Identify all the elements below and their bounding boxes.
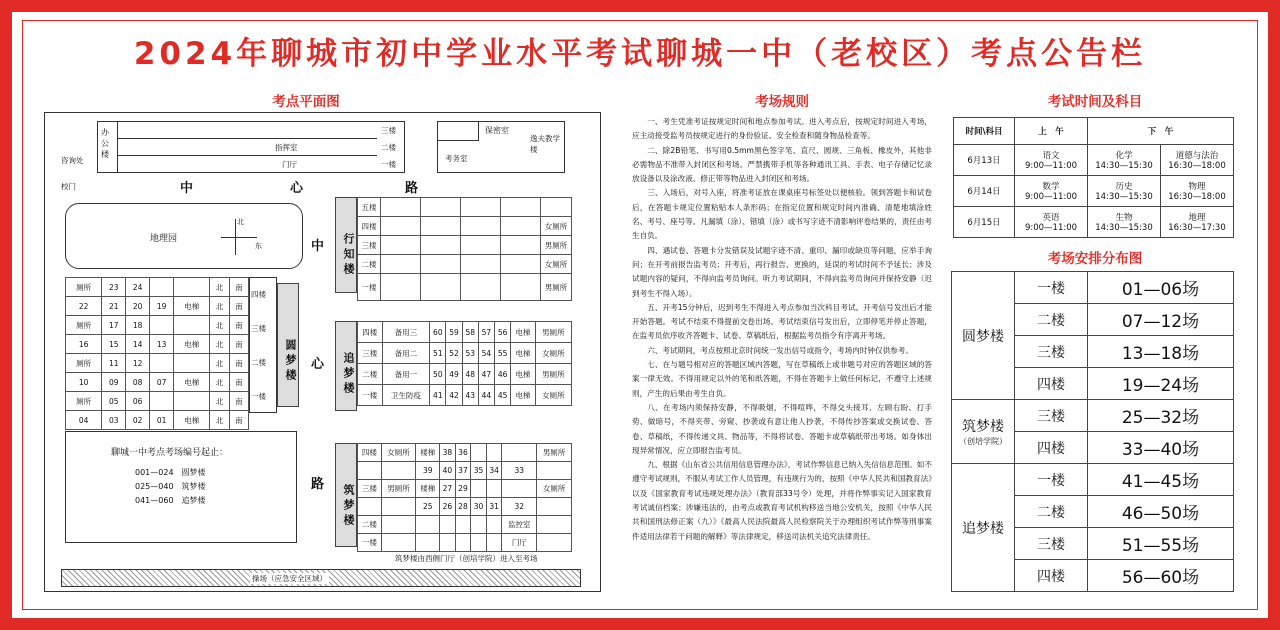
zhumeng-note: 筑梦楼由西侧门厅（创培学院）进入至考场: [395, 554, 538, 563]
room-cell: 29: [455, 480, 471, 498]
subject-name: 化学: [1115, 151, 1133, 161]
room-cell: [381, 516, 416, 534]
exam-subject-cell: [1161, 145, 1234, 176]
compass-east: 东: [255, 242, 262, 250]
distribution-rooms: 19—24场: [1088, 368, 1234, 400]
zhuimeng-building: [357, 321, 572, 406]
road-center-3: 路: [405, 181, 419, 196]
distribution-rooms: 33—40场: [1088, 432, 1234, 464]
room-cell: 女厕所: [381, 444, 416, 462]
road-center-1: 中: [180, 181, 194, 196]
room-cell: 备用一: [382, 364, 430, 385]
exam-subject-cell: [1015, 176, 1088, 207]
room-cell: [416, 534, 440, 552]
room-cell: 38: [440, 444, 456, 462]
room-cell: 男厕所: [537, 444, 572, 462]
room-cell: 37: [455, 462, 471, 480]
room-cell: 16: [66, 335, 102, 354]
exam-rules: [632, 115, 932, 605]
room-cell: [502, 480, 537, 498]
room-cell: 11: [102, 354, 126, 373]
room-cell: [174, 392, 210, 411]
room-cell: 32: [502, 498, 537, 516]
room-cell: [150, 354, 174, 373]
floor-plan: 办公楼 三楼 二楼 一楼 指挥室 门厅 保密室 逸夫教学楼 考务室 咨询处 校门 中 心 路 中 心 路 地理园 北 东 行知楼 五楼 四楼 女厕所 三楼 男厕所 二楼 女厕所 一楼 男厕所 厕所 23 24 北 南 22 21 20 19 电梯 北 南 厕所 17 18 北 南 16 15 14 13 电梯 北 南 厕所 11 12 北 南 10 09 08 07 电梯 北 南 厕所 05 06 北 南 04 03 02 01 电梯 北 南 四楼 三楼 二楼 一楼 圆梦楼 追梦楼 四楼 备用三 60 59 58 57 56 电梯 男厕所 三楼 备用二 51 52 53 54 55 电梯 女厕所 二楼 备用一 50 49 48 47 46 电梯 男厕所 一楼 卫生防疫 41 42 43 44 45 电梯 女厕所 筑梦楼 四楼 女厕所 楼梯 38 36 男厕所 39 40 37 35 34 33 三楼 男厕所 楼梯 27 29 女厕所 25 26 28 30 31 32 二楼 监控室 一楼 门厅 筑梦楼由西侧门厅（创培学院）进入至考场 聊城一中考点考场编号起止： 001—024 圆梦楼 025—040 筑梦楼 041—060 追梦楼 操场（应急安全区域）: [44, 112, 601, 592]
room-cell: [440, 516, 456, 534]
road-center-2: 心: [290, 181, 304, 196]
distribution-rooms: 51—55场: [1088, 528, 1234, 560]
zhumeng-building: [357, 443, 572, 552]
room-distribution: [951, 271, 1234, 592]
distribution-floor: 四楼: [1015, 368, 1088, 400]
room-cell: 06: [126, 392, 150, 411]
rule-paragraph: 一、考生凭准考证按规定时间和地点参加考试。进入考点后，按规定时间进入考场，应主动接受监考员按规定进行的身份验证、安全检查和随身物品检查等。: [632, 117, 932, 141]
room-cell: 北: [210, 316, 229, 335]
exam-subject-cell: [1161, 176, 1234, 207]
room-cell: 南: [229, 335, 248, 354]
room-cell: 55: [495, 343, 511, 364]
room-cell: [358, 462, 382, 480]
room-cell: [471, 534, 487, 552]
subject-name: 语文: [1042, 151, 1060, 161]
room-cell: 女厕所: [535, 343, 571, 364]
room-cell: 四楼: [358, 444, 382, 462]
office-floor-1: 一楼: [381, 160, 396, 169]
room-cell: [471, 516, 487, 534]
distribution-floor: 三楼: [1015, 528, 1088, 560]
consult-desk: 咨询处: [61, 156, 84, 165]
room-cell: 电梯: [511, 364, 536, 385]
room-cell: 49: [446, 364, 462, 385]
room-cell: 18: [126, 316, 150, 335]
room-cell: 50: [430, 364, 446, 385]
rule-paragraph: 三、入场后，对号入座，将准考证放在课桌座号标签处以便核验。领到答题卡和试卷后，在答题卡规定位置粘贴本人条形码；在指定位置和规定时间内准确、清楚地填涂姓名、考号、座号等。凡漏填（涂）、错填（涂）或书写字迹不清影响评卷结果的，责任由考生自负。: [632, 188, 932, 241]
room-cell: 厕所: [66, 392, 102, 411]
room-cell: 19: [150, 297, 174, 316]
room-cell: 北: [210, 373, 229, 392]
distribution-floor: 四楼: [1015, 560, 1088, 592]
room-cell: 31: [486, 498, 502, 516]
room-cell: 二楼: [358, 364, 383, 385]
room-cell: 51: [430, 343, 446, 364]
room-cell: [471, 444, 487, 462]
room-cell: 电梯: [174, 373, 210, 392]
room-cell: 一楼: [358, 385, 383, 406]
room-cell: 南: [229, 278, 248, 297]
subject-name: 物理: [1188, 182, 1206, 192]
room-cell: [486, 516, 502, 534]
room-cell: 备用三: [382, 322, 430, 343]
building-name: 追梦楼: [962, 520, 1004, 537]
distribution-building: [952, 272, 1015, 400]
room-cell: 10: [66, 373, 102, 392]
subject-name: 地理: [1188, 213, 1206, 223]
distribution-rooms: 25—32场: [1088, 400, 1234, 432]
room-cell: 42: [446, 385, 462, 406]
room-cell: 厕所: [66, 354, 102, 373]
room-cell: 30: [471, 498, 487, 516]
room-cell: 南: [229, 316, 248, 335]
subject-time: 14:30—15:30: [1095, 192, 1153, 202]
room-cell: [486, 480, 502, 498]
rule-paragraph: 六、考试期间，考点按照北京时间统一发出信号或指令，考场内时钟仅供参考。: [647, 345, 913, 355]
room-cell: 厕所: [66, 278, 102, 297]
room-cell: 58: [462, 322, 478, 343]
office-floor-3: 三楼: [381, 126, 396, 135]
room-cell: [150, 392, 174, 411]
room-cell: 电梯: [174, 335, 210, 354]
room-cell: 北: [210, 354, 229, 373]
room-cell: 电梯: [511, 385, 536, 406]
lobby: 门厅: [282, 160, 297, 169]
room-cell: 33: [502, 462, 537, 480]
distribution-building: [952, 400, 1015, 464]
exam-subject-cell: [1015, 207, 1088, 238]
room-cell: [381, 462, 416, 480]
building-name: 筑梦楼: [962, 419, 1004, 435]
road-vert-2: 心: [311, 357, 325, 372]
room-cell: 40: [440, 462, 456, 480]
room-cell: 05: [102, 392, 126, 411]
room-cell: [150, 278, 174, 297]
geography-garden: [65, 203, 303, 269]
room-cell: [537, 534, 572, 552]
playground-label: 操场（应急安全区域）: [252, 574, 327, 583]
rule-paragraph: 七、在与题号相对应的答题区域内答题，写在草稿纸上或非题号对应的答题区域的答案一律无效。不得用规定以外的笔和纸答题，不得在答题卡上做任何标记，不遵守上述规则，产生的后果由考生自负。: [632, 360, 932, 398]
school-gate: 校门: [61, 182, 76, 191]
room-cell: 07: [150, 373, 174, 392]
distribution-floor: 一楼: [1015, 464, 1088, 496]
exam-schedule: 时间\科目 上 午 下 午 6月13日 语文 9:00—11:00 化学 14:30—15:30 道德与法治 16:30—18:00 6月14日 数学 9:00—11:00 历史 14:30—15:30 物理 16:30—18:00 6月15日 英语 9:00—11:00 生物 14:30—15:30 地理 16:30—17:30: [953, 117, 1234, 238]
room-cell: 监控室: [502, 516, 537, 534]
distribution-rooms: 07—12场: [1088, 304, 1234, 336]
distribution-rooms: 01—06场: [1088, 272, 1234, 304]
room-cell: 21: [102, 297, 126, 316]
room-cell: 南: [229, 392, 248, 411]
room-cell: 女厕所: [535, 385, 571, 406]
room-cell: 04: [66, 411, 102, 430]
road-vert-3: 路: [311, 477, 325, 492]
room-cell: 备用二: [382, 343, 430, 364]
exam-date: 6月13日: [954, 145, 1015, 176]
room-cell: 二楼: [358, 516, 382, 534]
room-cell: 45: [495, 385, 511, 406]
distribution-rooms: 41—45场: [1088, 464, 1234, 496]
page-title: 2024年聊城市初中学业水平考试聊城一中（老校区）考点公告栏: [133, 36, 1147, 72]
room-cell: 36: [455, 444, 471, 462]
room-cell: 35: [471, 462, 487, 480]
room-cell: 电梯: [174, 297, 210, 316]
room-cell: 41: [430, 385, 446, 406]
building-name: 圆梦楼: [962, 328, 1004, 345]
exam-subject-cell: [1088, 145, 1161, 176]
room-cell: 北: [210, 392, 229, 411]
room-cell: 48: [462, 364, 478, 385]
rules-title: 考场规则: [755, 94, 809, 110]
room-cell: 47: [478, 364, 494, 385]
room-cell: 57: [478, 322, 494, 343]
subject-time: 16:30—18:00: [1168, 192, 1226, 202]
building-subtitle: （创培学院）: [959, 437, 1007, 446]
room-cell: 26: [440, 498, 456, 516]
yuanmeng-building: [65, 277, 249, 430]
room-cell: 01: [150, 411, 174, 430]
room-cell: 北: [210, 335, 229, 354]
subject-time: 9:00—11:00: [1024, 192, 1078, 202]
exam-affairs-room: 考务室: [445, 154, 468, 163]
room-cell: 楼梯: [416, 480, 440, 498]
room-cell: 60: [430, 322, 446, 343]
room-cell: [502, 444, 537, 462]
room-cell: 59: [446, 322, 462, 343]
distribution-rooms: 46—50场: [1088, 496, 1234, 528]
subject-name: 道德与法治: [1175, 151, 1219, 161]
distribution-floor: 四楼: [1015, 432, 1088, 464]
room-cell: [486, 534, 502, 552]
room-cell: 13: [150, 335, 174, 354]
exam-subject-cell: [1088, 207, 1161, 238]
compass-north: 北: [237, 218, 244, 226]
room-cell: 南: [229, 297, 248, 316]
command-room: 指挥室: [275, 143, 298, 152]
room-cell: [486, 444, 502, 462]
map-title: 考点平面图: [272, 94, 340, 110]
xingzhi-building-label: 行知楼: [335, 197, 357, 293]
room-cell: 02: [126, 411, 150, 430]
room-cell: 28: [455, 498, 471, 516]
room-cell: 电梯: [511, 343, 536, 364]
room-cell: 52: [446, 343, 462, 364]
room-cell: [174, 354, 210, 373]
room-cell: 三楼: [358, 343, 383, 364]
distribution-building: [952, 464, 1015, 592]
room-cell: 43: [462, 385, 478, 406]
office-building-label: 办公楼: [101, 128, 109, 159]
room-cell: 27: [440, 480, 456, 498]
room-cell: 09: [102, 373, 126, 392]
room-cell: 厕所: [66, 316, 102, 335]
room-cell: 电梯: [174, 411, 210, 430]
room-cell: 四楼: [358, 322, 383, 343]
subject-time: 14:30—15:30: [1095, 223, 1153, 233]
room-cell: 23: [102, 278, 126, 297]
room-cell: 22: [66, 297, 102, 316]
distribution-floor: 一楼: [1015, 272, 1088, 304]
rule-paragraph: 四、遇试卷、答题卡分发错误及试题字迹不清、重印、漏印或缺页等问题，应举手询问；在开考前报告监考员；开考后，再行报告、更换的，延误的考试时间不予延长；涉及试题内容的疑问，不得向监考员询问。听力考试期间，不得向监考员询问并保持安静（迟到考生不得入场）。: [632, 245, 932, 298]
room-cell: 25: [416, 498, 440, 516]
room-cell: 44: [478, 385, 494, 406]
room-cell: 电梯: [511, 322, 536, 343]
room-cell: [537, 498, 572, 516]
room-cell: 46: [495, 364, 511, 385]
room-cell: 南: [229, 373, 248, 392]
distribution-title: 考场安排分布图: [1047, 251, 1143, 267]
subject-time: 9:00—11:00: [1024, 223, 1078, 233]
room-cell: [455, 516, 471, 534]
legend-item: 041—060 追梦楼: [135, 496, 206, 505]
security-room: 保密室: [485, 126, 509, 135]
legend-item: 001—024 圆梦楼: [135, 468, 206, 477]
road-vert-1: 中: [311, 239, 325, 254]
room-cell: 14: [126, 335, 150, 354]
room-cell: 北: [210, 411, 229, 430]
room-cell: [471, 480, 487, 498]
subject-name: 生物: [1115, 213, 1133, 223]
room-cell: 53: [462, 343, 478, 364]
room-cell: 男厕所: [535, 364, 571, 385]
room-cell: 南: [229, 411, 248, 430]
zhuimeng-building-label: 追梦楼: [335, 321, 357, 411]
distribution-rooms: 56—60场: [1088, 560, 1234, 592]
subject-time: 16:30—17:30: [1168, 223, 1226, 233]
exam-subject-cell: [1088, 176, 1161, 207]
subject-name: 数学: [1042, 182, 1060, 192]
distribution-floor: 二楼: [1015, 496, 1088, 528]
escape-building: 逸夫教学楼: [530, 134, 560, 154]
room-cell: 三楼: [358, 480, 382, 498]
room-cell: 一楼: [358, 534, 382, 552]
exam-subject-cell: [1015, 145, 1088, 176]
room-cell: 56: [495, 322, 511, 343]
subject-name: 历史: [1115, 182, 1133, 192]
distribution-rooms: 13—18场: [1088, 336, 1234, 368]
room-cell: 男厕所: [381, 480, 416, 498]
subject-name: 英语: [1042, 213, 1060, 223]
distribution-floor: 二楼: [1015, 304, 1088, 336]
room-cell: [358, 498, 382, 516]
room-cell: 北: [210, 278, 229, 297]
xingzhi-building: 五楼 四楼 女厕所 三楼 男厕所 二楼 女厕所 一楼 男厕所: [357, 197, 572, 301]
room-cell: [174, 278, 210, 297]
yuanmeng-building-label: 圆梦楼: [277, 283, 299, 407]
rule-paragraph: 五、开考15分钟后，迟到考生不得进入考点参加当次科目考试。开考信号发出后才能开始答题。考试不结束不得提前交卷出场。考试结束信号发出后，立即停笔并停止答题，在监考员依序收齐答题卡、试卷、草稿纸后，根据监考员指令有序离开考场。: [632, 302, 932, 341]
office-floor-2: 二楼: [381, 143, 396, 152]
room-cell: [150, 316, 174, 335]
distribution-floor: 三楼: [1015, 400, 1088, 432]
room-cell: [174, 316, 210, 335]
room-cell: 34: [486, 462, 502, 480]
room-cell: 39: [416, 462, 440, 480]
room-cell: [440, 534, 456, 552]
exam-date: 6月15日: [954, 207, 1015, 238]
room-cell: 03: [102, 411, 126, 430]
distribution-floor: 三楼: [1015, 336, 1088, 368]
room-cell: 门厅: [502, 534, 537, 552]
exam-subject-cell: [1161, 207, 1234, 238]
room-cell: [416, 516, 440, 534]
subject-time: 14:30—15:30: [1095, 161, 1153, 171]
room-cell: 54: [478, 343, 494, 364]
room-cell: 南: [229, 354, 248, 373]
zhumeng-building-label: 筑梦楼: [335, 443, 357, 547]
room-cell: 卫生防疫: [382, 385, 430, 406]
room-cell: 女厕所: [537, 480, 572, 498]
legend-item: 025—040 筑梦楼: [135, 482, 206, 491]
schedule-title: 考试时间及科目: [1047, 94, 1143, 110]
room-cell: 男厕所: [535, 322, 571, 343]
rule-paragraph: 九、根据《山东省公共信用信息管理办法》，考试作弊信息已纳入失信信息范围。如不遵守考试规则，不服从考试工作人员管理，有违规行为的，按照《中华人民共和国教育法》以及《国家教育考试违规处理办法》（教育部33号令）处理，并将作弊事实记入国家教育考试诚信档案；涉嫌违法的，由考点或教育考试机构移送当地公安机关，按照《中华人民共和国刑法修正案（九）》《最高人民法院最高人民检察院关于办理组织考试作弊等刑事案件适用法律若干问题的解释》等法律规定，移送司法机关追究法律责任。: [632, 460, 932, 541]
room-cell: 17: [102, 316, 126, 335]
room-cell: [455, 534, 471, 552]
exam-date: 6月14日: [954, 176, 1015, 207]
room-cell: [381, 534, 416, 552]
room-cell: [537, 516, 572, 534]
rule-paragraph: 二、除2B铅笔、书写用0.5mm黑色签字笔、直尺、圆规、三角板、橡皮外，其他非必需物品不准带入封闭区和考场。严禁携带手机等各种通讯工具、手表、电子存储记忆录放设备以及涂改液、修正带等物品进入封闭区和考场。: [632, 145, 932, 184]
legend-heading: 聊城一中考点考场编号起止：: [111, 448, 229, 458]
room-cell: 北: [210, 297, 229, 316]
room-cell: 楼梯: [416, 444, 440, 462]
room-cell: 20: [126, 297, 150, 316]
room-cell: [381, 498, 416, 516]
room-cell: 24: [126, 278, 150, 297]
room-cell: 15: [102, 335, 126, 354]
rule-paragraph: 八、在考场内须保持安静，不得吸烟，不得喧哗，不得交头接耳、左顾右盼、打手势、做暗号，不得夹带、旁窥、抄袭或有意让他人抄袭，不得传抄答案或交换试卷、答卷、草稿纸，不得传递文具、物品等，不得将试卷、答题卡或草稿纸带出考场。如身体出现异常情况，应立即报告监考员。: [632, 402, 932, 455]
subject-time: 9:00—11:00: [1024, 161, 1078, 171]
room-cell: 08: [126, 373, 150, 392]
room-cell: 12: [126, 354, 150, 373]
geography-garden-label: 地理园: [150, 234, 178, 244]
subject-time: 16:30—18:00: [1168, 161, 1226, 171]
room-cell: [537, 462, 572, 480]
